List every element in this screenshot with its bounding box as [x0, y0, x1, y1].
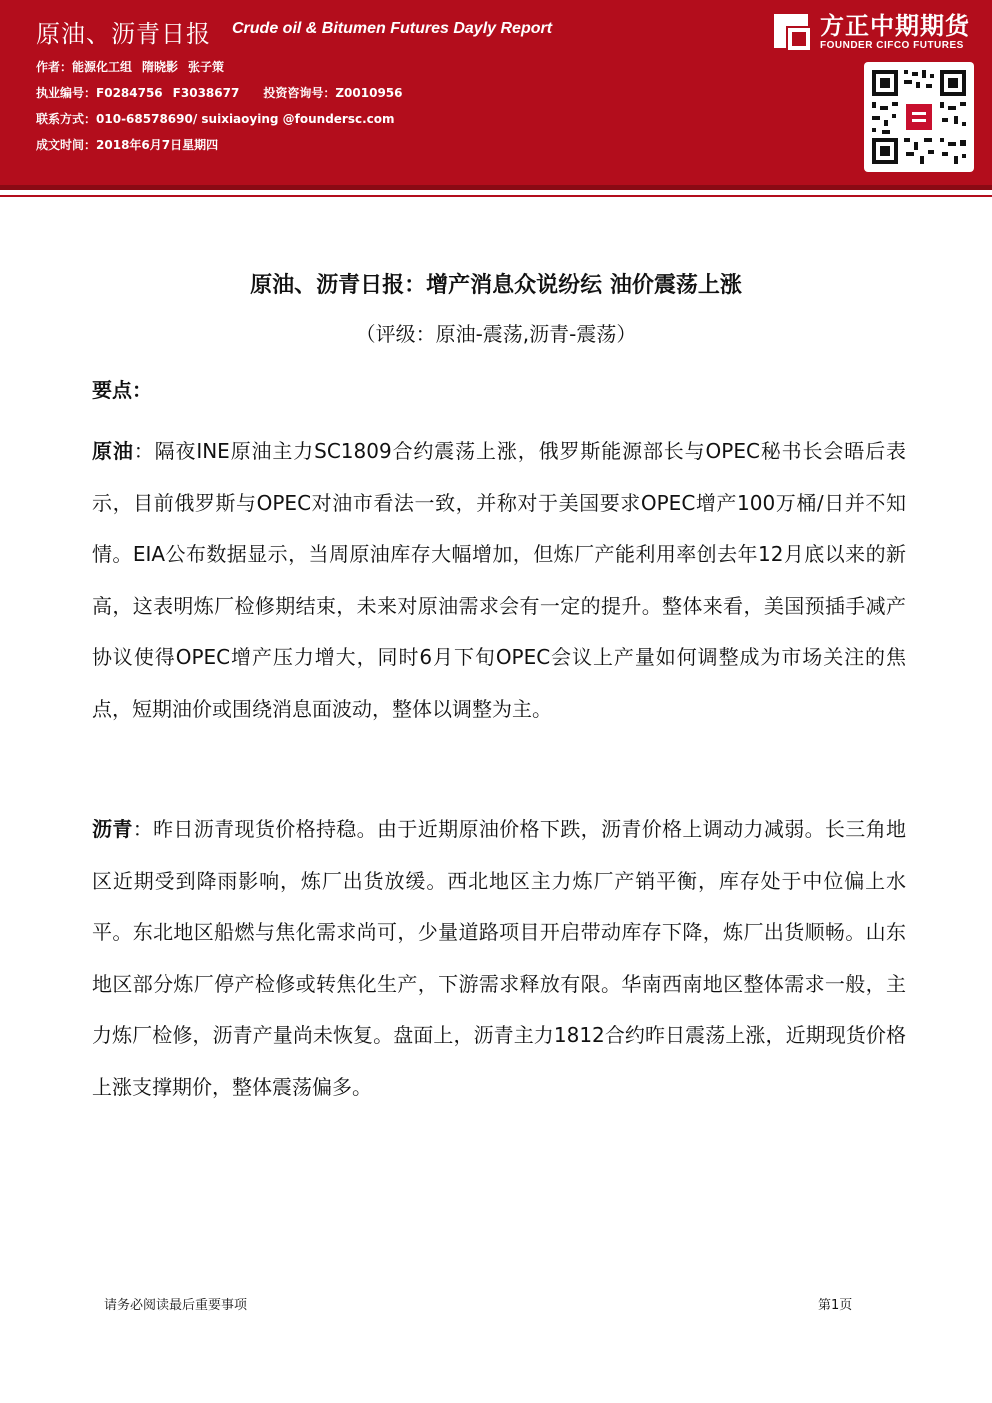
- crude-oil-text: ：隔夜INE原油主力SC1809合约震荡上涨，俄罗斯能源部长与OPEC秘书长会晤后表示，目前俄罗斯与OPEC对油市看法一致，并称对于美国要求OPEC增产100万桶/日并不知情。EIA公布数据显示，当周原油库存大幅增加，但炼厂产能利用率创去年12月底以来的新高，这表明炼厂检修期结束，未来对原油需求会有一定的提升。整体来看，美国预插手减产协议使得OPEC增产压力增大，同时6月下旬OPEC会议上产量如何调整成为市场关注的焦点，短期油价或围绕消息面波动，整体以调整为主。: [92, 439, 906, 721]
- key-points-label: 要点：: [92, 378, 152, 402]
- contact-line: [36, 110, 405, 127]
- document-title: 原油、沥青日报：增产消息众说纷纭 油价震荡上涨: [250, 273, 742, 298]
- page-number: 第1页: [818, 1298, 853, 1313]
- advisory-number: Z0010956: [335, 86, 403, 100]
- date-line: [36, 136, 228, 153]
- bitumen-lead: 沥青: [92, 817, 133, 841]
- date-label: 成文时间：: [36, 138, 97, 152]
- license-number: F0284756: [96, 86, 163, 100]
- footer-notice: 请务必阅读最后重要事项: [104, 1298, 248, 1313]
- report-header: [0, 0, 992, 185]
- license-label: 执业编号：: [36, 86, 97, 100]
- license-line: [36, 84, 413, 101]
- document-rating: （评级：原油-震荡,沥青-震荡）: [355, 322, 637, 346]
- contact-value: 010-68578690/ suixiaoying @foundersc.com: [96, 112, 395, 126]
- contact-label: 联系方式：: [36, 112, 97, 126]
- advisory-label: 投资咨询号：: [263, 86, 336, 100]
- company-name-cn: 方正中期期货: [820, 12, 970, 40]
- date-value: 2018年6月7日星期四: [96, 138, 219, 152]
- author-name: 隋晓影: [142, 60, 179, 74]
- author-label: 作者：: [36, 60, 73, 74]
- license-number: F3038677: [172, 86, 240, 100]
- report-title-en: Crude oil & Bitumen Futures Dayly Report: [232, 20, 553, 37]
- company-name-en: FOUNDER CIFCO FUTURES: [820, 40, 964, 51]
- author-group: 能源化工组: [72, 60, 133, 74]
- author-name: 张子策: [188, 60, 225, 74]
- bitumen-paragraph: [92, 804, 906, 1113]
- qr-code-icon: [864, 62, 974, 172]
- author-line: [36, 58, 234, 75]
- crude-oil-paragraph: [92, 426, 906, 735]
- crude-oil-lead: 原油: [92, 439, 134, 463]
- company-logo: [770, 4, 984, 56]
- report-title-cn: 原油、沥青日报: [36, 20, 211, 48]
- header-divider-thin: [0, 195, 992, 197]
- bitumen-text: ：昨日沥青现货价格持稳。由于近期原油价格下跌，沥青价格上调动力减弱。长三角地区近期受到降雨影响，炼厂出货放缓。西北地区主力炼厂产销平衡，库存处于中位偏上水平。东北地区船燃与焦化需求尚可，少量道路项目开启带动库存下降，炼厂出货顺畅。山东地区部分炼厂停产检修或转焦化生产，下游需求释放有限。华南西南地区整体需求一般，主力炼厂检修，沥青产量尚未恢复。盘面上，沥青主力1812合约昨日震荡上涨，近期现货价格上涨支撑期价，整体震荡偏多。: [92, 817, 907, 1099]
- founder-logo-icon: [770, 10, 812, 52]
- header-divider: [0, 185, 992, 190]
